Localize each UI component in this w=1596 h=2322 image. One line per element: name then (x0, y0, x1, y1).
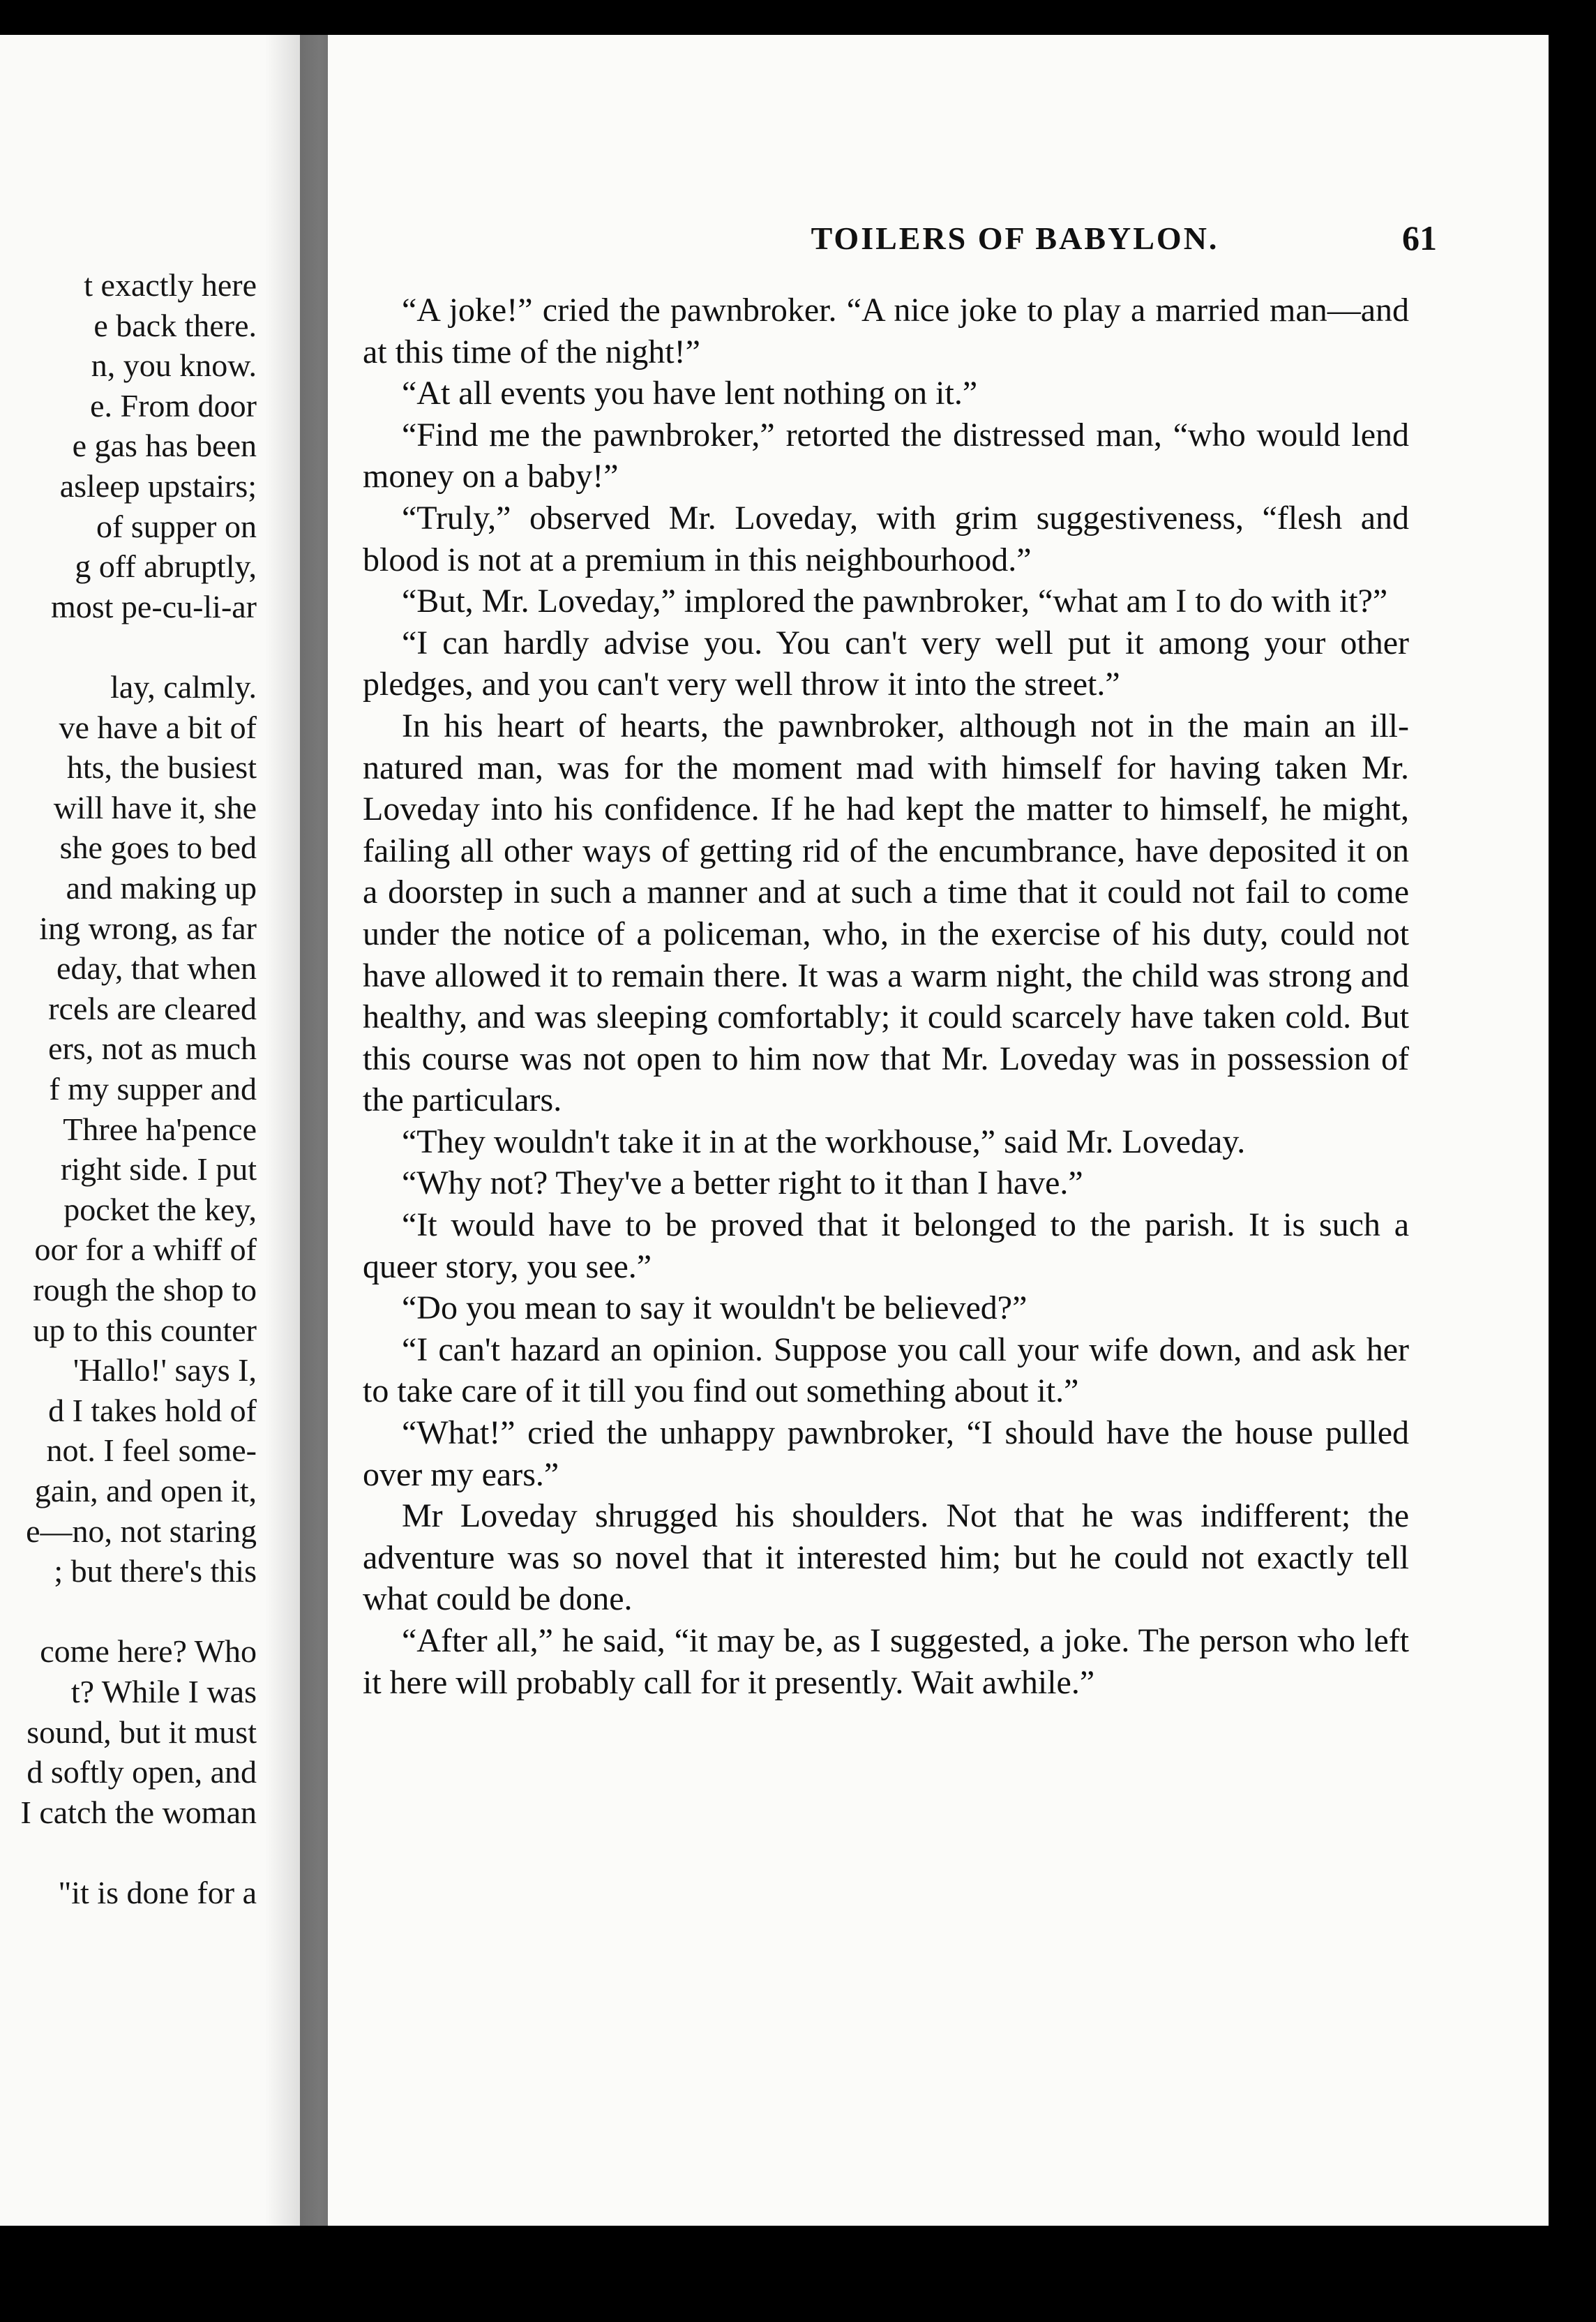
facing-page-line: ve have a bit of (59, 709, 257, 745)
facing-page-line: come here? Who (40, 1633, 257, 1670)
running-head: TOILERS OF BABYLON. (811, 220, 1219, 256)
facing-page-line: e—no, not staring (26, 1513, 257, 1549)
paragraph: “They wouldn't take it in at the workhouse,” said Mr. Loveday. (402, 1123, 1246, 1160)
facing-page-line: and making up (66, 870, 257, 906)
facing-page-line: eday, that when (57, 950, 257, 987)
paragraph: “Why not? They've a better right to it than I have.” (402, 1164, 1083, 1202)
facing-page-line: ing wrong, as far (39, 910, 257, 946)
facing-page-line: asleep upstairs; (59, 468, 257, 504)
facing-page-line: sound, but it must (27, 1714, 257, 1750)
page-number: 61 (1402, 218, 1437, 257)
paragraph: “But, Mr. Loveday,” implored the pawnbroker, “what am I to do with it?” (402, 583, 1388, 620)
facing-page-line: e. From door (90, 387, 257, 424)
facing-page-line: rough the shop to (33, 1272, 257, 1308)
paragraph: “Find me the pawnbroker,” retorted the distressed man, “who would lend money on a baby!” (363, 416, 1409, 495)
facing-page-line: d softly open, and (27, 1754, 257, 1790)
paragraph: “After all,” he said, “it may be, as I suggested, a joke. The person who left it here will probably call for it presently. Wait awhile.” (363, 1622, 1409, 1701)
facing-page-line: will have it, she (53, 789, 257, 825)
facing-page-line: t? While I was (70, 1674, 257, 1709)
facing-page-line: oor for a whiff of (34, 1231, 257, 1268)
facing-page-line: g off abruptly, (75, 548, 257, 585)
facing-page-line: right side. I put (60, 1151, 257, 1188)
paragraph: “What!” cried the unhappy pawnbroker, “I should have the house pulled over my ears.” (363, 1414, 1409, 1493)
paragraph: “Truly,” observed Mr. Loveday, with grim suggestiveness, “flesh and blood is not at a premium in this neighbourhood.” (363, 499, 1409, 578)
paragraph: “Do you mean to say it wouldn't be believed?” (402, 1289, 1027, 1327)
facing-page-line: most pe-cu-li-ar (50, 588, 257, 624)
facing-page-line: rcels are cleared (48, 990, 257, 1026)
facing-page-line: 'Hallo!' says I, (73, 1352, 257, 1388)
paragraph: Mr Loveday shrugged his shoulders. Not that he was indifferent; the adventure was so novel that it interested him; but he could not exactly tell what could be done. (363, 1497, 1409, 1618)
facing-page-line: e gas has been (72, 428, 257, 464)
facing-page-line: gain, and open it, (34, 1473, 257, 1508)
facing-page-line: not. I feel some- (46, 1432, 257, 1469)
facing-page-line: n, you know. (91, 347, 257, 384)
paragraph: “I can't hazard an opinion. Suppose you call your wife down, and ask her to take care of it till you find out something about it.” (363, 1331, 1409, 1410)
facing-page-line: of supper on (96, 508, 257, 544)
facing-page-line: d I takes hold of (48, 1392, 257, 1428)
facing-page-line: ers, not as much (48, 1031, 257, 1067)
paragraph: In his heart of hearts, the pawnbroker, although not in the main an ill-natured man, was for the moment mad with himself for having taken Mr. Loveday into his confidence. If he had kept the matter to himself, he might, failing all other ways of getting rid of the encumbrance, have deposited it on a doorstep in such a manner and at such a time that it could not fail to come under the notice of a policeman, who, in the exercise of his duty, could not have allowed it to remain there. It was a warm night, the child was strong and healthy, and was sleeping comfortably; it could scarcely have taken cold. But this course was not open to him now that Mr. Loveday was in possession of the particulars. (363, 707, 1409, 1119)
facing-page-line: lay, calmly. (110, 669, 257, 705)
paragraph: “It would have to be proved that it belonged to the parish. It is such a queer story, you see.” (363, 1206, 1409, 1285)
facing-page-line: f my supper and (49, 1071, 257, 1107)
facing-page-line: ; but there's this (54, 1553, 257, 1589)
facing-page-line: up to this counter (33, 1312, 257, 1348)
facing-page-line: e back there. (93, 307, 257, 343)
facing-page-line: Three ha'pence (63, 1111, 257, 1147)
paragraph: “I can hardly advise you. You can't very well put it among your other pledges, and you can't very well throw it into the street.” (363, 624, 1409, 703)
paragraph: “At all events you have lent nothing on it.” (402, 375, 978, 412)
facing-page-line: hts, the busiest (66, 749, 257, 786)
facing-page-line: pocket the key, (63, 1191, 257, 1227)
facing-page-line: I catch the woman (20, 1794, 257, 1830)
page-right (328, 35, 1549, 2226)
facing-page-left (0, 35, 300, 2226)
facing-page-line: t exactly here (84, 267, 257, 303)
facing-page-line: she goes to bed (59, 830, 257, 866)
body-text (363, 290, 1409, 2118)
paragraph: “A joke!” cried the pawnbroker. “A nice joke to play a married man—and at this time of the night!” (363, 292, 1409, 370)
scan-border-bottom (0, 2226, 1596, 2322)
facing-page-line: "it is done for a (58, 1875, 257, 1910)
